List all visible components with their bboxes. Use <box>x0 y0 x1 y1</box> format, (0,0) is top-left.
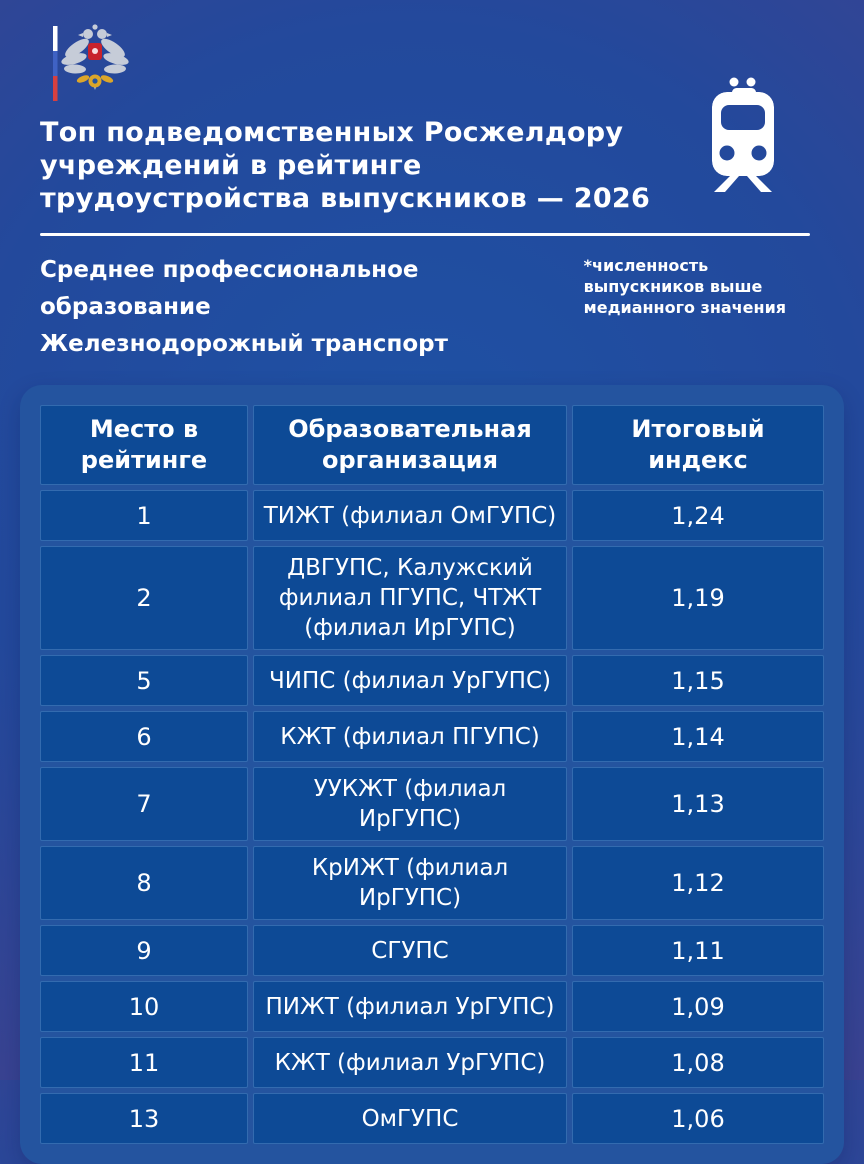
org-cell: ДВГУПС, Калужский филиал ПГУПС, ЧТЖТ (филиал ИрГУПС) <box>253 546 567 650</box>
ranking-table-card <box>20 385 844 1164</box>
index-cell: 1,06 <box>572 1093 824 1144</box>
divider-line <box>40 233 810 236</box>
train-icon <box>704 76 782 194</box>
org-cell: ПИЖТ (филиал УрГУПС) <box>253 981 567 1032</box>
column-header-org: Образовательная организация <box>253 405 567 485</box>
rank-cell: 11 <box>40 1037 248 1088</box>
rank-cell: 10 <box>40 981 248 1032</box>
rank-cell: 1 <box>40 490 248 541</box>
coat-of-arms-icon <box>52 22 132 108</box>
column-header-rank: Место в рейтинге <box>40 405 248 485</box>
subtitle-line-2: Железнодорожный транспорт <box>40 331 448 358</box>
rank-cell: 2 <box>40 546 248 650</box>
rank-cell: 7 <box>40 767 248 841</box>
title-line-2: учреждений в рейтинге <box>40 150 422 181</box>
title-line-3: трудоустройства выпускников — 2026 <box>40 183 651 214</box>
ranking-table <box>40 405 824 1144</box>
subtitle-line-1: Среднее профессиональное образование <box>40 257 419 321</box>
rank-cell: 5 <box>40 655 248 706</box>
index-cell: 1,14 <box>572 711 824 762</box>
org-cell: УУКЖТ (филиал ИрГУПС) <box>253 767 567 841</box>
index-cell: 1,15 <box>572 655 824 706</box>
rank-cell: 6 <box>40 711 248 762</box>
rank-cell: 9 <box>40 925 248 976</box>
header-section <box>0 0 864 363</box>
title-line-1: Топ подведомственных Росжелдору <box>40 117 624 148</box>
index-cell: 1,24 <box>572 490 824 541</box>
org-cell: ОмГУПС <box>253 1093 567 1144</box>
subtitle <box>40 252 584 363</box>
org-cell: ЧИПС (филиал УрГУПС) <box>253 655 567 706</box>
index-cell: 1,19 <box>572 546 824 650</box>
rank-cell: 8 <box>40 846 248 920</box>
index-cell: 1,12 <box>572 846 824 920</box>
index-cell: 1,08 <box>572 1037 824 1088</box>
footnote: *численность выпускников выше медианного значения <box>583 256 787 318</box>
subheader-row <box>40 252 810 363</box>
index-cell: 1,13 <box>572 767 824 841</box>
org-cell: КрИЖТ (филиал ИрГУПС) <box>253 846 567 920</box>
org-cell: КЖТ (филиал ПГУПС) <box>253 711 567 762</box>
index-cell: 1,09 <box>572 981 824 1032</box>
org-cell: СГУПС <box>253 925 567 976</box>
org-cell: ТИЖТ (филиал ОмГУПС) <box>253 490 567 541</box>
rank-cell: 13 <box>40 1093 248 1144</box>
column-header-index: Итоговый индекс <box>572 405 824 485</box>
index-cell: 1,11 <box>572 925 824 976</box>
org-cell: КЖТ (филиал УрГУПС) <box>253 1037 567 1088</box>
